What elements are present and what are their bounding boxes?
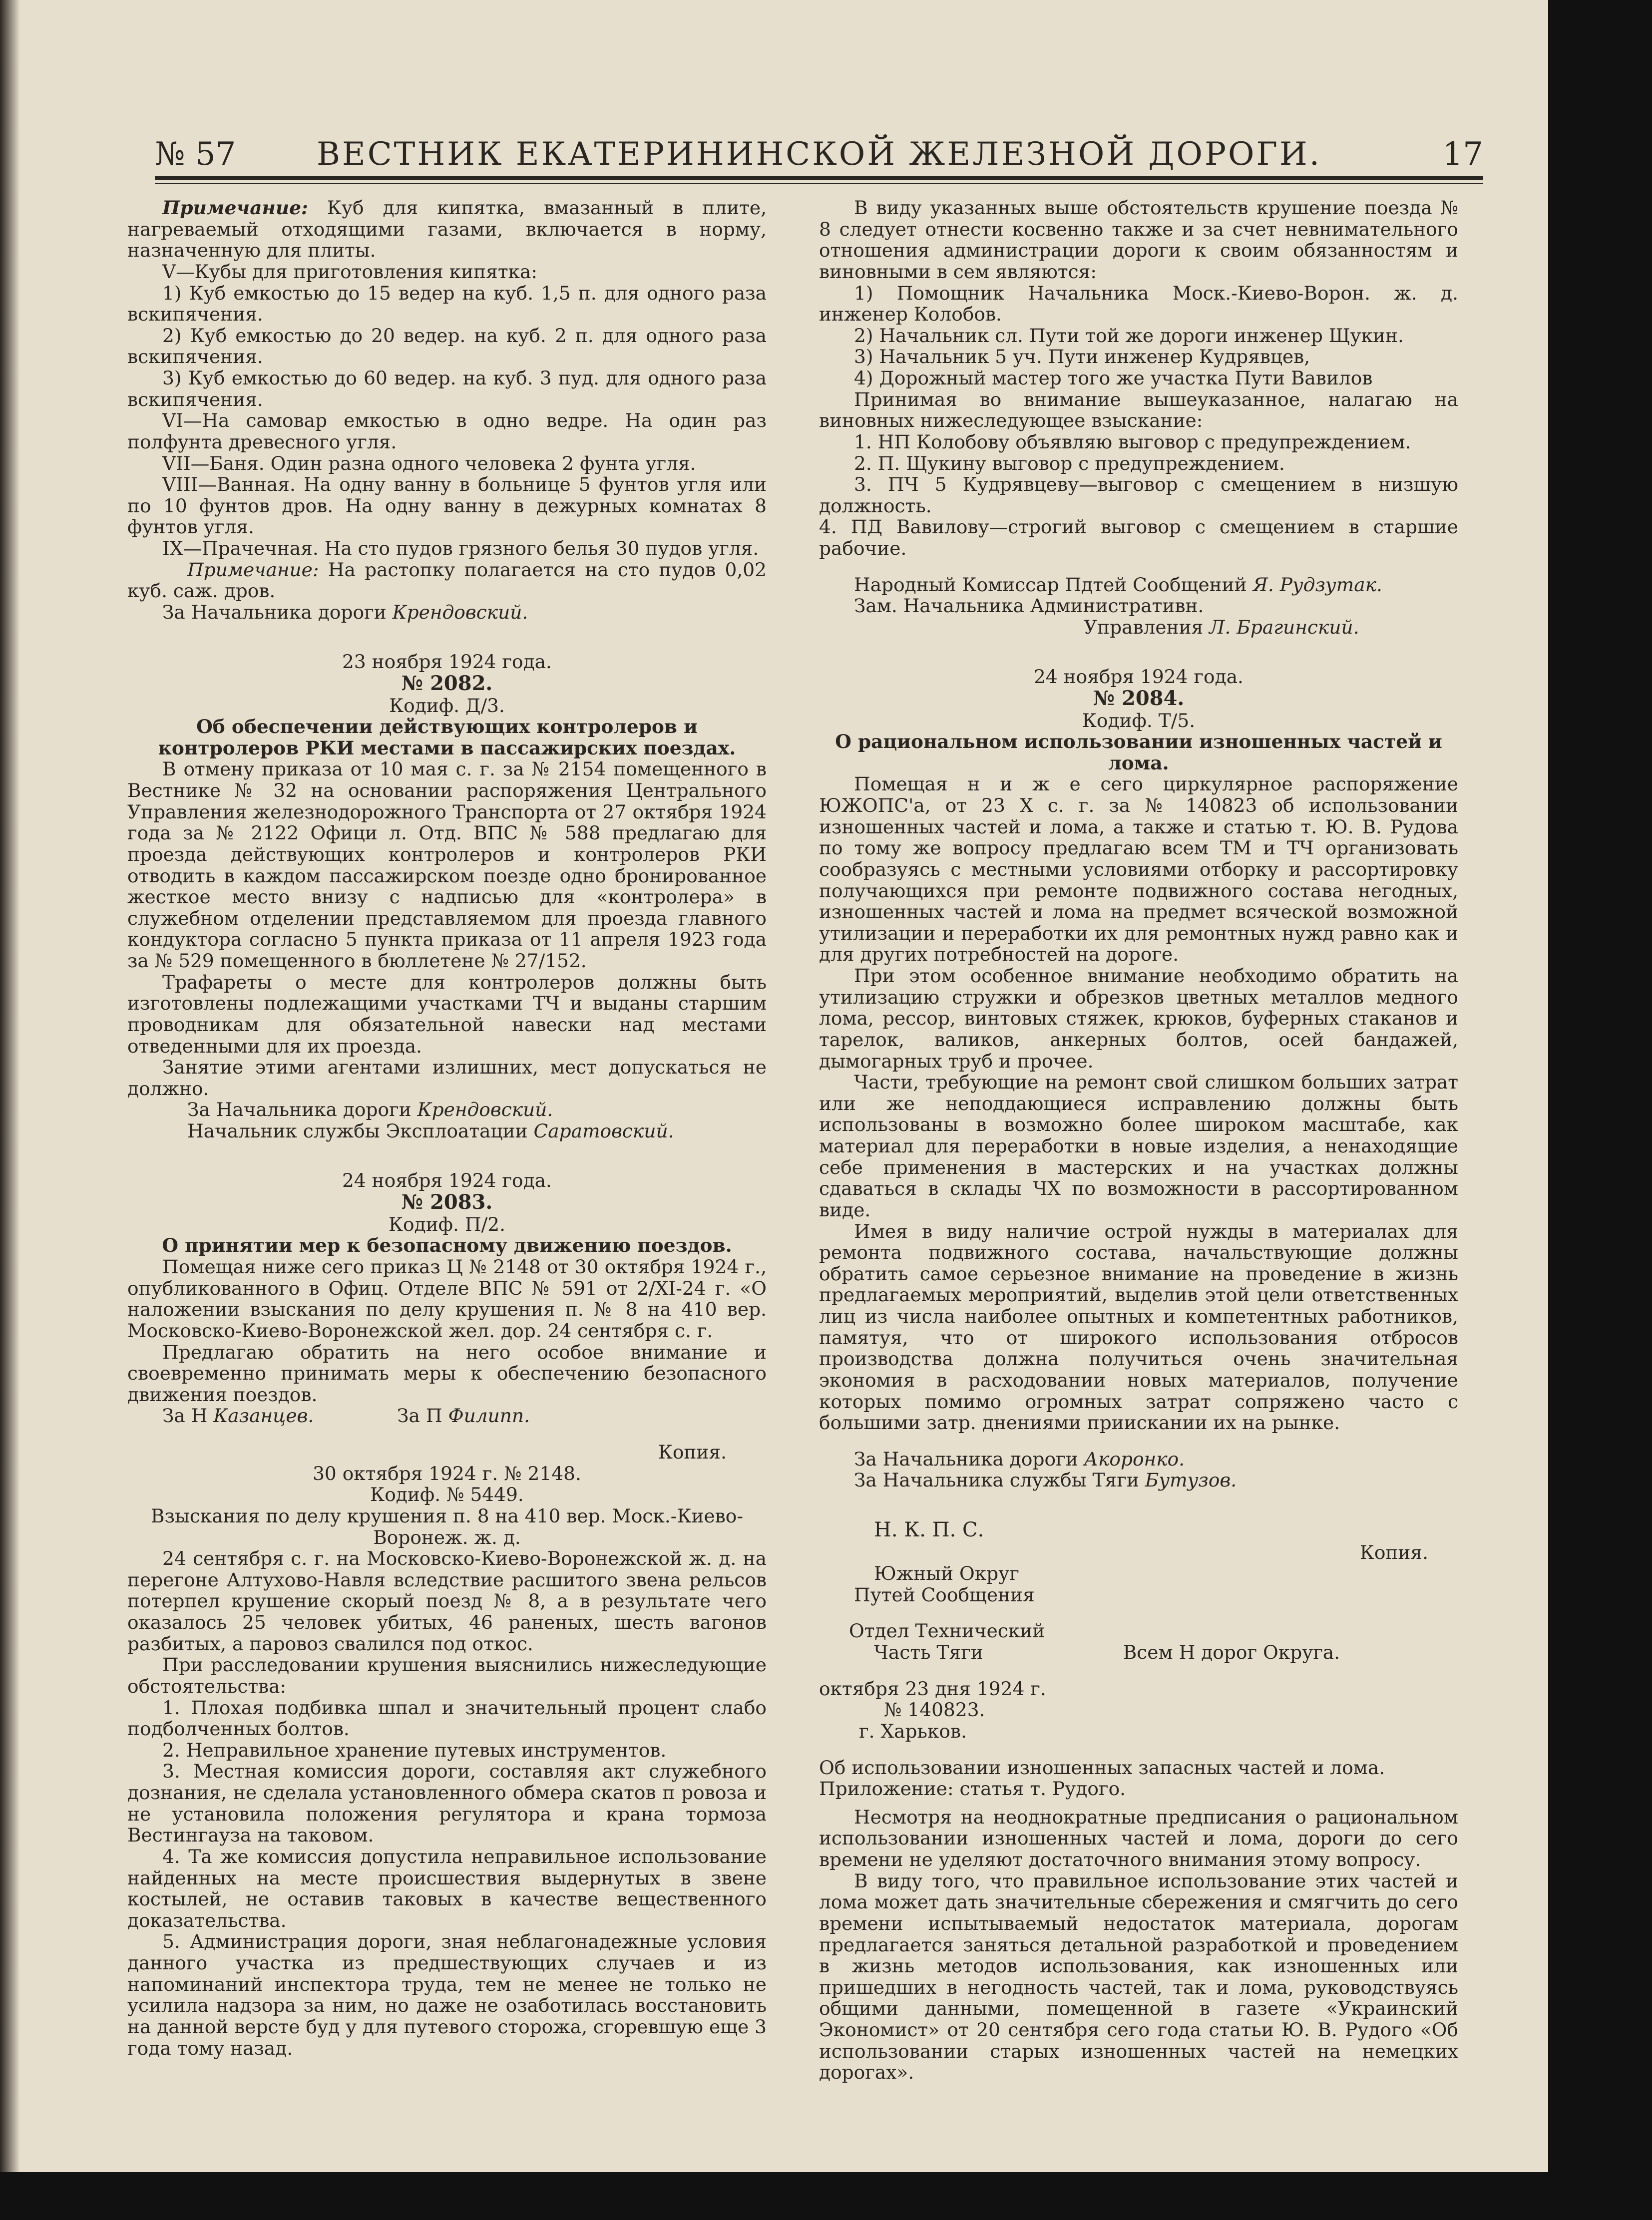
order-code: Кодиф. П/2. — [389, 1213, 505, 1235]
copy-mark: Копия. — [1359, 1541, 1428, 1563]
paragraph: Несмотря на неоднократные предписания о рациональном использовании изношенных частей и лома, дороги до сего времени не уделяют достаточного внимания этому вопросу. — [819, 1806, 1458, 1871]
org-line: Южный Округ — [874, 1562, 1019, 1585]
paragraph: В виду указанных выше обстоятельств крушение поезда № 8 следует отнести косвенно также и за счет невнимательного отношения администрации дороги к своим обязанностям и виновными в сем являются: — [819, 197, 1458, 283]
paragraph: VI—На самовар емкостью в одно ведре. На один раз полфунта древесного угля. — [127, 409, 767, 453]
nkps-heading: Н. К. П. С. — [874, 1518, 984, 1542]
paragraph: Трафареты о месте для контролеров должны быть изготовлены подлежащими участками ТЧ и выданы старшим проводникам для обязательной навески над местами отведенными для их проезда. — [127, 971, 767, 1057]
journal-title: ВЕСТНИК ЕКАТЕРИНИНСКОЙ ЖЕЛЕЗНОЙ ДОРОГИ. — [316, 136, 1322, 173]
signature: Зам. Начальника Административн. — [854, 595, 1204, 617]
dept-line: Часть Тяги Всем Н дорог Округа. — [874, 1641, 1340, 1664]
paragraph: IX—Прачечная. На сто пудов грязного белья 30 пудов угля. — [162, 537, 759, 559]
paragraph: В виду того, что правильное использование этих частей и лома может дать значительные сбережения и смягчить до сего времени испытываемый недостаток материала, дорогам предлагается заняться детальной разработкой и проведением в жизнь методов использования, как изношенных или пришедших в негодность частей, так и лома, руководствуясь общими данными, помещенной в газете «Украинский Экономист» от 20 сентября сего года статьи Ю. В. Рудого «Об использовании старых изношенных частей на немецких дорогах». — [819, 1869, 1458, 2084]
order-number: № 2084. — [1093, 687, 1185, 711]
paragraph: 2. П. Щукину выговор с предупреждением. — [854, 452, 1285, 474]
signature: Народный Комиссар Пдтей Сообщений Я. Рудзутак. — [854, 573, 1382, 596]
letter-city: г. Харьков. — [859, 1720, 967, 1742]
order-code: Кодиф. Д/3. — [389, 694, 505, 717]
paragraph: Части, требующие на ремонт свой слишком больших затрат или же неподдающиеся исправлению должны быть использованы в возможно более широком масштабе, как материал для переработки в новые изделия, а ненаходящие себе применения в мастерских и на участках должны сдаваться в склады ЧХ по возможности в рассортированном виде. — [819, 1071, 1458, 1221]
issue-number: № 57 — [155, 136, 236, 173]
order-date: 24 ноября 1924 года. — [342, 1169, 552, 1191]
paragraph: 3) Куб емкостью до 60 ведер. на куб. 3 пуд. для одного раза вскипячения. — [127, 367, 767, 410]
paragraph: Занятие этими агентами излишних, мест допускаться не должно. — [127, 1056, 767, 1100]
order-code: Кодиф. Т/5. — [1082, 709, 1196, 732]
order-title: О рациональном использовании изношенных частей и лома. — [835, 731, 1442, 774]
paragraph: VII—Баня. Один разна одного человека 2 фунта угля. — [162, 452, 696, 474]
order-date: 23 ноября 1924 года. — [342, 650, 552, 673]
paragraph: Помещая ниже сего приказ Ц № 2148 от 30 октября 1924 г., опубликованного в Офиц. Отделе ВПС № 591 от 2/XI-24 г. «О наложении взыскания по делу крушения п. № 8 на 410 вер. Московско-Киево-Воронежской жел. дор. 24 сентября с. г. — [127, 1256, 767, 1342]
paragraph: 2) Куб емкостью до 20 ведер. на куб. 2 п. для одного раза вскипячения. — [127, 324, 767, 368]
letter-subject: Об использовании изношенных запасных частей и лома. — [819, 1756, 1385, 1779]
paragraph: 4) Дорожный мастер того же участка Пути Вавилов — [854, 367, 1373, 389]
order-date: 24 ноября 1924 года. — [1034, 665, 1243, 688]
paragraph: Принимая во внимание вышеуказанное, налагаю на виновных нижеследующее взыскание: — [819, 388, 1458, 432]
signature: За Начальника дороги Акоронко. — [854, 1448, 1185, 1470]
copy-mark: Копия. — [658, 1441, 727, 1464]
paragraph: Предлагаю обратить на него особое внимание и своевременно принимать меры к обеспечению безопасного движения поездов. — [127, 1341, 767, 1406]
page-header — [155, 136, 1483, 176]
paragraph: 1) Помощник Начальника Моск.-Киево-Ворон. ж. д. инженер Колобов. — [819, 282, 1458, 326]
paragraph: 1) Куб емкостью до 15 ведер на куб. 1,5 п. для одного раза вскипячения. — [127, 282, 767, 326]
dept-line: Отдел Технический — [849, 1620, 1045, 1642]
letter-attachment: Приложение: статья т. Рудого. — [819, 1778, 1126, 1800]
org-line: Путей Сообщения — [854, 1583, 1035, 1606]
paragraph: VIII—Ванная. На одну ванну в больнице 5 фунтов угля или по 10 фунтов дров. На одну ванну в дежурных комнатах 8 фунтов угля. — [127, 473, 767, 538]
order-title: Взыскания по делу крушения п. 8 на 410 вер. Моск.-Киево-Воронеж. ж. д. — [150, 1504, 744, 1548]
paragraph: 4. ПД Вавилову—строгий выговор с смещением в старшие рабочие. — [819, 516, 1458, 559]
order-number: № 2083. — [401, 1190, 493, 1214]
order-number: № 2082. — [401, 672, 493, 696]
paragraph: В отмену приказа от 10 мая с. г. за № 2154 помещенного в Вестнике № 32 на основании распоряжения Центрального Управления железнодорожного Транспорта от 27 октября 1924 года за № 2122 Офици л. Отд. ВПС № 588 предлагаю для проезда действующих контролеров и контролеров РКИ отводить в каждом пассажирском поезде одно бронированное жесткое место внизу с надписью для «контролера» в служебном отделении представляемом для проезда главного кондуктора согласно 5 пункта приказа от 11 апреля 1923 года за № 529 помещенного в бюллетене № 27/152. — [127, 758, 767, 972]
left-column — [127, 197, 767, 2059]
header-rule — [155, 176, 1483, 184]
paragraph: 2) Начальник сл. Пути той же дороги инженер Щукин. — [854, 324, 1404, 347]
signature: Начальник службы Эксплоатации Саратовский. — [187, 1120, 674, 1142]
paragraph: 24 сентября с. г. на Московско-Киево-Воронежской ж. д. на перегоне Алтухово-Навля вследствие расшитого звена рельсов потерпел крушение скорый поезд № 8, а в результате чего оказалось 25 человек убитых, 46 раненых, шесть вагонов разбитых, а паровоз свалился под откос. — [127, 1547, 767, 1655]
order-title: Об обеспечении действующих контролеров и контролеров РКИ местами в пассажирских поездах. — [158, 716, 736, 759]
signature: За Начальника службы Тяги Бутузов. — [854, 1469, 1237, 1491]
paragraph: 4. Та же комиссия допустила неправильное использование найденных на месте происшествия выдернутых в звене костылей, не оставив таковых в качестве вещественного доказательства. — [127, 1845, 767, 1931]
letter-date: октября 23 дня 1924 г. — [819, 1677, 1046, 1700]
paragraph: Примечание: На растопку полагается на сто пудов 0,02 куб. саж. дров. — [127, 558, 767, 602]
binding-shadow — [0, 0, 20, 2172]
page-number: 17 — [1442, 136, 1483, 173]
paragraph: 1. Плохая подбивка шпал и значительный процент слабо подболченных болтов. — [127, 1696, 767, 1740]
paragraph: При расследовании крушения выяснились нижеследующие обстоятельства: — [127, 1654, 767, 1697]
signature: За Начальника дороги Крендовский. — [187, 1099, 553, 1121]
signature: За Н Казанцев. За П Филипп. — [162, 1405, 530, 1427]
order-code: Кодиф. № 5449. — [370, 1483, 524, 1506]
order-date: 30 октября 1924 г. № 2148. — [313, 1462, 581, 1484]
paragraph: 3. ПЧ 5 Кудрявцеву—выговор с смещением в низшую должность. — [819, 473, 1458, 517]
paragraph: Имея в виду наличие острой нужды в материалах для ремонта подвижного состава, начальствующие должны обратить самое серьезное внимание на проведение в жизнь предлагаемых мероприятий, выделив этой цели ответственных лиц из числа наиболее опытных и компетентных работников, памятуя, что от широкого использования отбросов производства должна получиться очень значительная экономия в расходовании новых материалов, получение которых помимо огромных затрат сопряжено часто с большими затр. днениями приискании их на рынке. — [819, 1220, 1458, 1434]
paragraph: 1. НП Колобову объявляю выговор с предупреждением. — [854, 430, 1411, 453]
right-column — [819, 197, 1458, 2083]
paragraph: 3) Начальник 5 уч. Пути инженер Кудрявцев, — [854, 346, 1310, 368]
signature: За Начальника дороги Крендовский. — [162, 601, 528, 623]
order-title: О принятии мер к безопасному движению поездов. — [162, 1234, 732, 1257]
paragraph: Примечание: Куб для кипятка, вмазанный в плите, нагреваемый отходящими газами, включается в норму, назначенную для плиты. — [127, 197, 767, 262]
signature: Управления Л. Брагинский. — [1084, 616, 1359, 638]
paragraph: 2. Неправильное хранение путевых инструментов. — [162, 1739, 667, 1761]
letter-number: № 140823. — [884, 1699, 985, 1721]
paragraph: При этом особенное внимание необходимо обратить на утилизацию стружки и обрезков цветных металлов медного лома, рессор, винтовых стяжек, крюков, буферных стаканов и тарелок, валиков, анкерных болтов, осей бандажей, дымогарных труб и прочее. — [819, 965, 1458, 1072]
paragraph: 3. Местная комиссия дороги, составляя акт служебного дознания, не сделала установленного обмера скатов п ровоза и не установила положения регулятора и крана тормоза Вестингауза на таковом. — [127, 1760, 767, 1847]
paragraph: 5. Администрация дороги, зная неблагонадежные условия данного участка из предшествующих случаев и из напоминаний инспектора труда, тем не менее не только не усилила надзора за ним, но даже не озаботилась восстановить на данной версте буд у для путевого сторожа, сгоревшую еще 3 года тому назад. — [127, 1930, 767, 2059]
paragraph: Помещая н и ж е сего циркулярное распоряжение ЮЖОПС'а, от 23 X с. г. за № 140823 об использовании изношенных частей и лома, а также и статью т. Ю. В. Рудова по тому же вопросу предлагаю всем ТМ и ТЧ организовать сообразуясь с местными условиями отборку и рассортировку получающихся при ремонте подвижного состава негодных, изношенных частей и лома на предмет всяческой возможной утилизации и переработки их для ремонтных нужд равно как и для других потребностей на дороге. — [819, 773, 1458, 966]
paragraph: V—Кубы для приготовления кипятка: — [162, 260, 537, 283]
